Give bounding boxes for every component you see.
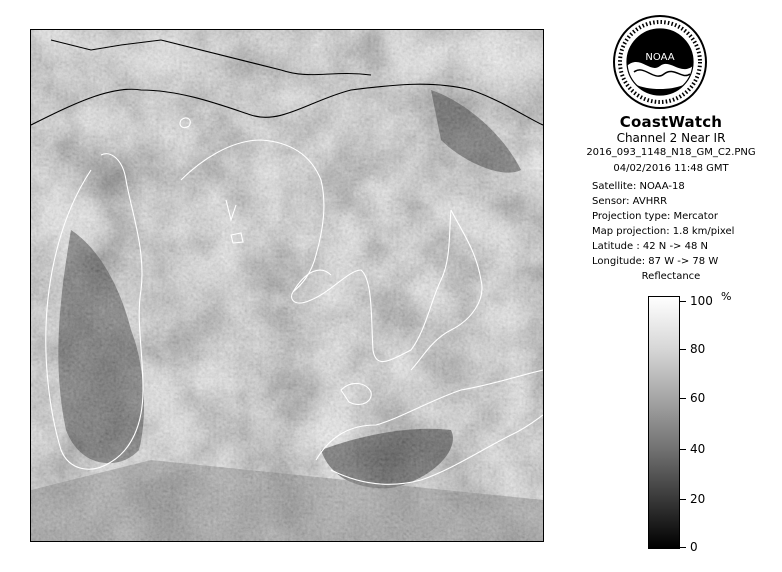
tick-mark bbox=[680, 547, 686, 548]
file-name: 2016_093_1148_N18_GM_C2.PNG bbox=[586, 147, 756, 158]
tick-label: 0 bbox=[690, 540, 698, 554]
map-projection-line: Map projection: 1.8 km/pixel bbox=[592, 226, 735, 237]
logo-text: NOAA bbox=[645, 52, 675, 63]
tick-mark bbox=[680, 449, 686, 450]
tick-label: 100 bbox=[690, 294, 713, 308]
tick-label: 80 bbox=[690, 342, 706, 356]
satellite-image-svg bbox=[31, 30, 543, 541]
tick-mark bbox=[680, 499, 686, 500]
satellite-line: Satellite: NOAA-18 bbox=[592, 181, 685, 192]
tick-mark bbox=[680, 349, 686, 350]
tick-mark bbox=[680, 398, 686, 399]
sensor-line: Sensor: AVHRR bbox=[592, 196, 668, 207]
tick-label: 60 bbox=[690, 391, 706, 405]
legend-title: Reflectance bbox=[641, 271, 701, 282]
tick-label: 40 bbox=[690, 442, 706, 456]
noaa-logo-icon bbox=[612, 14, 708, 110]
projection-type-line: Projection type: Mercator bbox=[592, 211, 718, 222]
acquisition-datetime: 04/02/2016 11:48 GMT bbox=[613, 163, 729, 174]
channel-subtitle: Channel 2 Near IR bbox=[616, 131, 726, 145]
reflectance-colorbar bbox=[648, 296, 680, 549]
longitude-line: Longitude: 87 W -> 78 W bbox=[592, 256, 719, 267]
product-title: CoastWatch bbox=[619, 113, 723, 131]
latitude-line: Latitude : 42 N -> 48 N bbox=[592, 241, 708, 252]
tick-mark bbox=[680, 301, 686, 302]
satellite-image bbox=[30, 29, 544, 542]
info-panel bbox=[560, 0, 782, 572]
legend-unit: % bbox=[721, 290, 732, 303]
tick-label: 20 bbox=[690, 492, 706, 506]
metadata-list bbox=[592, 179, 734, 269]
